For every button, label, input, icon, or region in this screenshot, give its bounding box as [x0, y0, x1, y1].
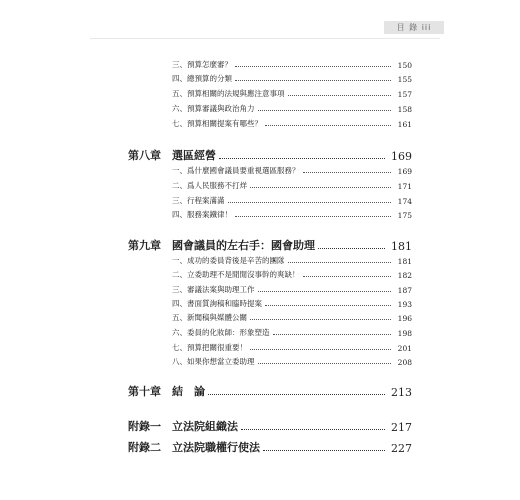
page-number: 193 [397, 300, 412, 309]
page-number: 217 [391, 421, 412, 434]
entry-title: 三、審議法案與助理工作 [172, 285, 255, 294]
page-number: 155 [397, 75, 412, 84]
dot-leader [219, 157, 385, 159]
entry-title: 六、委員的化妝師：形象塑造 [172, 328, 270, 337]
chapter-label: 第十章 [128, 385, 161, 398]
toc-chapter-entry [128, 420, 412, 434]
dot-leader [250, 186, 391, 188]
toc-section-entry [172, 104, 412, 114]
page-number: 175 [397, 211, 412, 220]
toc-section-entry [172, 89, 412, 99]
page-number: 174 [397, 197, 412, 206]
dot-leader [318, 247, 385, 249]
page-number: 208 [397, 358, 412, 367]
toc-section-entry [172, 328, 412, 338]
dot-leader [241, 428, 385, 430]
page-number: 182 [397, 271, 412, 280]
entry-title: 五、預算相關的法規與應注意事項 [172, 89, 285, 98]
dot-leader [263, 449, 385, 451]
dot-leader [265, 304, 391, 306]
toc-section-entry [172, 181, 412, 191]
dot-leader [250, 318, 391, 320]
page-number: 171 [397, 182, 412, 191]
entry-title: 結 論 [172, 385, 205, 398]
entry-title: 四、書面質詢稿和臨時提案 [172, 299, 262, 308]
page-number: 181 [391, 240, 412, 253]
page-number: 187 [397, 286, 412, 295]
toc-chapter-entry [128, 385, 412, 399]
entry-title: 二、爲人民服務不打烊 [172, 181, 247, 190]
toc-section-entry [172, 74, 412, 84]
page-number: 169 [397, 167, 412, 176]
entry-title: 四、服務案鐵律！ [172, 210, 232, 219]
page-number: 150 [397, 61, 412, 70]
dot-leader [235, 65, 391, 67]
toc-section-entry [172, 270, 412, 280]
page-number: 196 [397, 314, 412, 323]
chapter-label: 第八章 [128, 149, 161, 162]
page-number: 213 [391, 386, 412, 399]
dot-leader [303, 171, 392, 173]
page-number: 169 [391, 150, 412, 163]
dot-leader [228, 201, 392, 203]
dot-leader [273, 333, 392, 335]
running-header-tab: 目 錄 iii [384, 21, 444, 34]
toc-chapter-entry [128, 149, 412, 163]
dot-leader [235, 215, 391, 217]
entry-title: 國會議員的左右手：國會助理 [172, 239, 315, 252]
entry-title: 選區經營 [172, 149, 216, 162]
entry-title: 三、行程案滿滿 [172, 196, 225, 205]
entry-title: 一、爲什麼國會議員要重視選區服務？ [172, 166, 300, 175]
toc-section-entry [172, 210, 412, 220]
entry-title: 立法院組織法 [172, 420, 238, 433]
toc-section-entry [172, 196, 412, 206]
toc-section-entry [172, 313, 412, 323]
toc-chapter-entry [128, 239, 412, 253]
dot-leader [258, 362, 392, 364]
chapter-label: 附錄一 [128, 420, 161, 433]
dot-leader [258, 290, 392, 292]
entry-title: 六、預算審議與政治角力 [172, 104, 255, 113]
page-number: 227 [391, 442, 412, 455]
toc-chapter-entry [128, 441, 412, 455]
page-number: 181 [397, 257, 412, 266]
page-number: 198 [397, 329, 412, 338]
chapter-label: 第九章 [128, 239, 161, 252]
entry-title: 三、預算怎麼審？ [172, 60, 232, 69]
header-divider [90, 38, 440, 39]
entry-title: 四、總預算的分類 [172, 74, 232, 83]
dot-leader [235, 79, 391, 81]
chapter-label: 附錄二 [128, 441, 161, 454]
entry-title: 一、成功的委員背後是辛苦的團隊 [172, 256, 285, 265]
dot-leader [303, 275, 392, 277]
dot-leader [250, 348, 391, 350]
page-number: 161 [397, 120, 412, 129]
toc-section-entry [172, 166, 412, 176]
toc-section-entry [172, 357, 412, 367]
entry-title: 八、如果你想當立委助理 [172, 357, 255, 366]
dot-leader [288, 94, 392, 96]
toc-section-entry [172, 60, 412, 70]
entry-title: 五、新聞稿與媒體公關 [172, 313, 247, 322]
entry-title: 七、預算把關很重要！ [172, 343, 247, 352]
dot-leader [265, 124, 391, 126]
toc-section-entry [172, 256, 412, 266]
dot-leader [288, 261, 392, 263]
entry-title: 七、預算相關提案有哪些？ [172, 119, 262, 128]
entry-title: 立法院職權行使法 [172, 441, 260, 454]
page-number: 158 [397, 105, 412, 114]
entry-title: 二、立委助理不是閒閒沒事幹的爽缺！ [172, 270, 300, 279]
toc-section-entry [172, 299, 412, 309]
page-number: 201 [397, 344, 412, 353]
page-number: 157 [397, 90, 412, 99]
toc-section-entry [172, 343, 412, 353]
dot-leader [208, 393, 385, 395]
toc-section-entry [172, 119, 412, 129]
dot-leader [258, 109, 392, 111]
toc-section-entry [172, 285, 412, 295]
